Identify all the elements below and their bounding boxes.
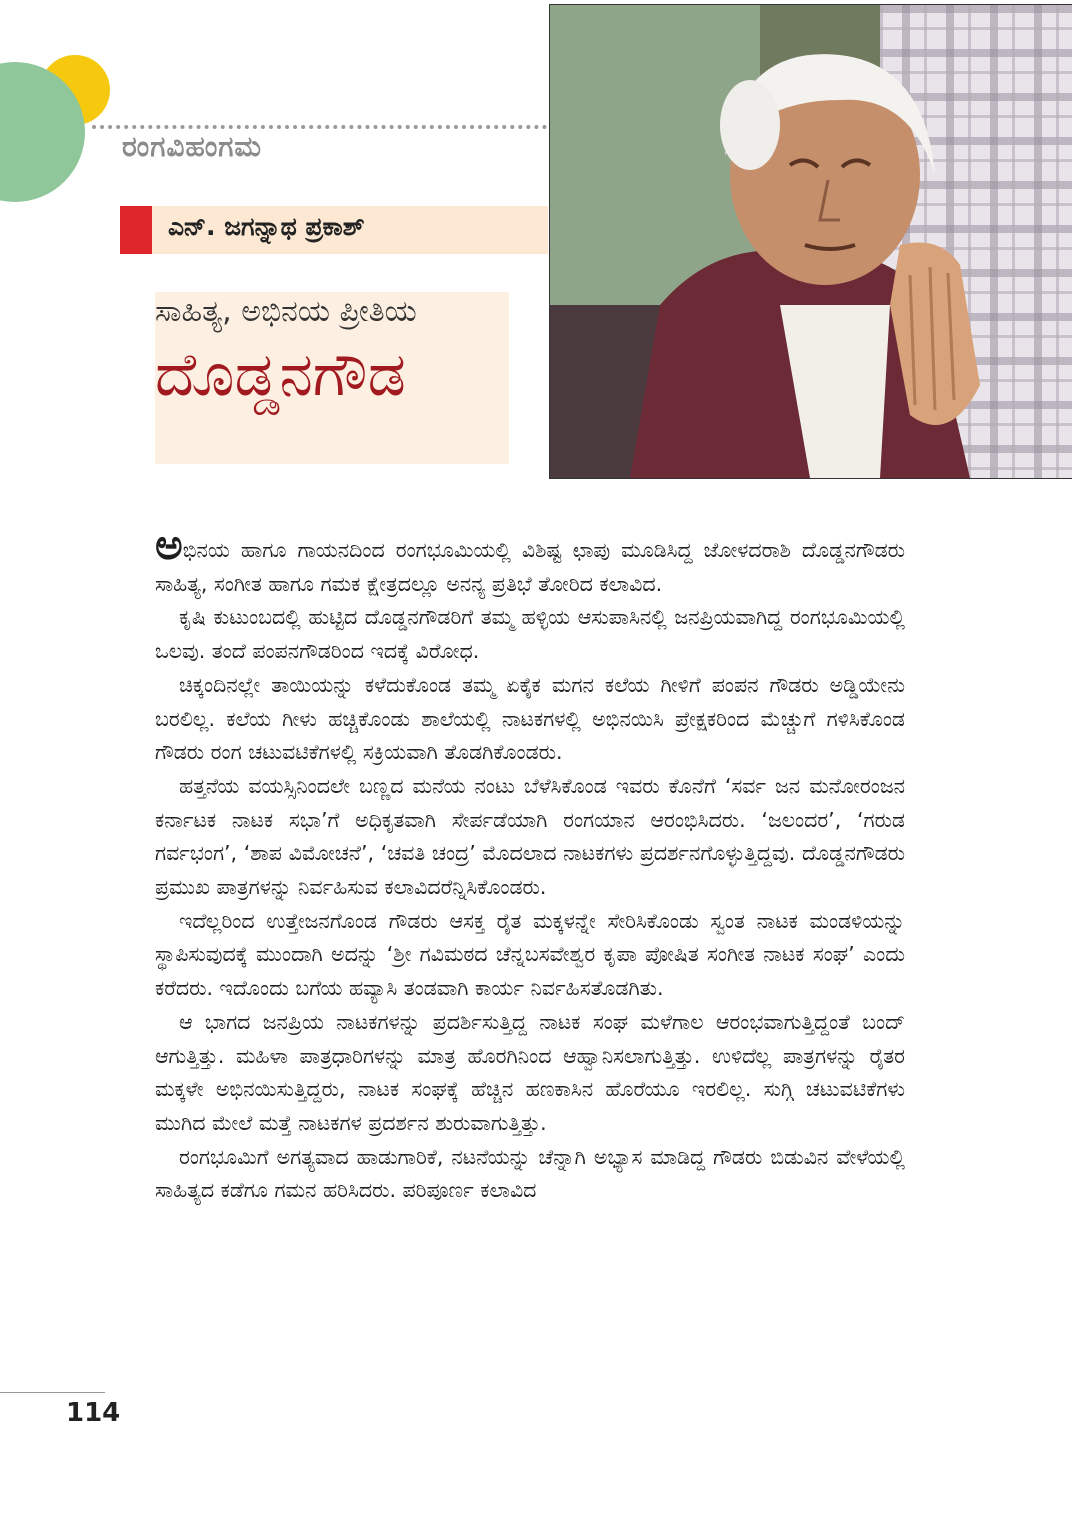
article-subtitle: ಸಾಹಿತ್ಯ, ಅಭಿನಯ ಪ್ರೀತಿಯ	[155, 294, 417, 329]
paragraph: ಚಿಕ್ಕಂದಿನಲ್ಲೇ ತಾಯಿಯನ್ನು ಕಳೆದುಕೊಂಡ ತಮ್ಮ ಏಕೈಕ ಮಗನ ಕಲೆಯ ಗೀಳಿಗೆ ಪಂಪನ ಗೌಡರು ಅಡ್ಡಿಯೇನು ಬರಲಿಲ್ಲ. ಕಲೆಯ ಗೀಳು ಹಚ್ಚಿಕೊಂಡು ಶಾಲೆಯಲ್ಲಿ ನಾಟಕಗಳಲ್ಲಿ ಅಭಿನಯಿಸಿ ಪ್ರೇಕ್ಷಕರಿಂದ ಮೆಚ್ಚುಗೆ ಗಳಿಸಿಕೊಂಡ ಗೌಡರು ರಂಗ ಚಟುವಟಿಕೆಗಳಲ್ಲಿ ಸಕ್ರಿಯವಾಗಿ ತೊಡಗಿಕೊಂಡರು.	[155, 672, 905, 765]
paragraph: ರಂಗಭೂಮಿಗೆ ಅಗತ್ಯವಾದ ಹಾಡುಗಾರಿಕೆ, ನಟನೆಯನ್ನು ಚೆನ್ನಾಗಿ ಅಭ್ಯಾಸ ಮಾಡಿದ್ದ ಗೌಡರು ಬಿಡುವಿನ ವೇಳೆಯಲ್ಲಿ ಸಾಹಿತ್ಯದ ಕಡೆಗೂ ಗಮನ ಹರಿಸಿದರು. ಪರಿಪೂರ್ಣ ಕಲಾವಿದ	[155, 1144, 905, 1203]
article-title: ದೊಡ್ಡನಗೌಡ	[155, 340, 406, 410]
author-bar	[120, 206, 548, 254]
drop-cap: ಅ	[155, 520, 183, 569]
paragraph: ಹತ್ತನೆಯ ವಯಸ್ಸಿನಿಂದಲೇ ಬಣ್ಣದ ಮನೆಯ ನಂಟು ಬೆಳೆಸಿಕೊಂಡ ಇವರು ಕೊನೆಗೆ ‘ಸರ್ವ ಜನ ಮನೋರಂಜನ ಕರ್ನಾಟಕ ನಾಟಕ ಸಭಾ’ಗೆ ಅಧಿಕೃತವಾಗಿ ಸೇರ್ಪಡೆಯಾಗಿ ರಂಗಯಾನ ಆರಂಭಿಸಿದರು. ‘ಜಲಂದರ’, ‘ಗರುಡ ಗರ್ವಭಂಗ’, ‘ಶಾಪ ವಿಮೋಚನೆ’, ‘ಚವತಿ ಚಂದ್ರ’ ಮೊದಲಾದ ನಾಟಕಗಳು ಪ್ರದರ್ಶನಗೊಳ್ಳುತ್ತಿದ್ದವು. ದೊಡ್ಡನಗೌಡರು ಪ್ರಮುಖ ಪಾತ್ರಗಳನ್ನು ನಿರ್ವಹಿಸುವ ಕಲಾವಿದರೆನ್ನಿಸಿಕೊಂಡರು.	[155, 773, 905, 900]
paragraph: ಕೃಷಿ ಕುಟುಂಬದಲ್ಲಿ ಹುಟ್ಟಿದ ದೊಡ್ಡನಗೌಡರಿಗೆ ತಮ್ಮ ಹಳ್ಳಿಯ ಆಸುಪಾಸಿನಲ್ಲಿ ಜನಪ್ರಿಯವಾಗಿದ್ದ ರಂಗಭೂಮಿಯಲ್ಲಿ ಒಲವು. ತಂದೆ ಪಂಪನಗೌಡರಿಂದ ಇದಕ್ಕೆ ವಿರೋಧ.	[155, 605, 905, 664]
portrait-illustration	[550, 5, 1072, 478]
paragraph: ಇದೆಲ್ಲರಿಂದ ಉತ್ತೇಜನಗೊಂಡ ಗೌಡರು ಆಸಕ್ತ ರೈತ ಮಕ್ಕಳನ್ನೇ ಸೇರಿಸಿಕೊಂಡು ಸ್ವಂತ ನಾಟಕ ಮಂಡಳಿಯನ್ನು ಸ್ಥಾಪಿಸುವುದಕ್ಕೆ ಮುಂದಾಗಿ ಅದನ್ನು ‘ಶ್ರೀ ಗವಿಮಠದ ಚೆನ್ನಬಸವೇಶ್ವರ ಕೃಪಾ ಪೋಷಿತ ಸಂಗೀತ ನಾಟಕ ಸಂಘ’ ಎಂದು ಕರೆದರು. ಇದೊಂದು ಬಗೆಯ ಹವ್ಯಾಸಿ ತಂಡವಾಗಿ ಕಾರ್ಯ ನಿರ್ವಹಿಸತೊಡಗಿತು.	[155, 908, 905, 1001]
page-number: 114	[66, 1398, 121, 1428]
title-box	[155, 292, 509, 464]
footer-rule	[0, 1392, 105, 1393]
dotted-divider	[92, 125, 547, 129]
article-body	[155, 520, 905, 1208]
paragraph: ಆ ಭಾಗದ ಜನಪ್ರಿಯ ನಾಟಕಗಳನ್ನು ಪ್ರದರ್ಶಿಸುತ್ತಿದ್ದ ನಾಟಕ ಸಂಘ ಮಳೆಗಾಲ ಆರಂಭವಾಗುತ್ತಿದ್ದಂತೆ ಬಂದ್ ಆಗುತ್ತಿತ್ತು. ಮಹಿಳಾ ಪಾತ್ರಧಾರಿಗಳನ್ನು ಮಾತ್ರ ಹೊರಗಿನಿಂದ ಆಹ್ವಾನಿಸಲಾಗುತ್ತಿತ್ತು. ಉಳಿದೆಲ್ಲ ಪಾತ್ರಗಳನ್ನು ರೈತರ ಮಕ್ಕಳೇ ಅಭಿನಯಿಸುತ್ತಿದ್ದರು, ನಾಟಕ ಸಂಘಕ್ಕೆ ಹೆಚ್ಚಿನ ಹಣಕಾಸಿನ ಹೊರೆಯೂ ಇರಲಿಲ್ಲ. ಸುಗ್ಗಿ ಚಟುವಟಿಕೆಗಳು ಮುಗಿದ ಮೇಲೆ ಮತ್ತೆ ನಾಟಕಗಳ ಪ್ರದರ್ಶನ ಶುರುವಾಗುತ್ತಿತ್ತು.	[155, 1009, 905, 1135]
author-accent-block	[120, 206, 152, 254]
first-paragraph	[155, 520, 905, 601]
first-paragraph-text: ಭಿನಯ ಹಾಗೂ ಗಾಯನದಿಂದ ರಂಗಭೂಮಿಯಲ್ಲಿ ವಿಶಿಷ್ಟ ಛಾಪು ಮೂಡಿಸಿದ್ದ ಜೋಳದರಾಶಿ ದೊಡ್ಡನಗೌಡರು ಸಾಹಿತ್ಯ, ಸಂಗೀತ ಹಾಗೂ ಗಮಕ ಕ್ಷೇತ್ರದಲ್ಲೂ ಅನನ್ಯ ಪ್ರತಿಭೆ ತೋರಿದ ಕಲಾವಿದ.	[155, 538, 905, 596]
section-label: ರಂಗವಿಹಂಗಮ	[122, 130, 263, 163]
author-name: ಎನ್. ಜಗನ್ನಾಥ ಪ್ರಕಾಶ್	[168, 212, 365, 241]
portrait-photo	[549, 4, 1072, 479]
